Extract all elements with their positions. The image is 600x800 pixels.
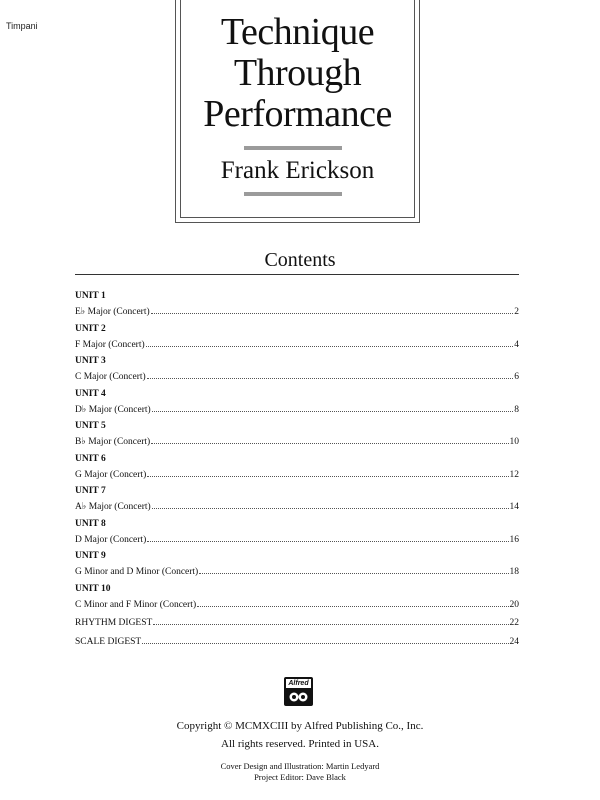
toc-entry-label: B♭ Major (Concert) — [75, 437, 151, 447]
toc-unit-heading: UNIT 4 — [75, 388, 106, 399]
table-of-contents — [75, 288, 519, 650]
toc-page-number: 20 — [509, 599, 519, 610]
toc-entry — [75, 434, 519, 451]
author-name: Frank Erickson — [220, 157, 375, 184]
toc-entry — [75, 467, 519, 484]
toc-entry — [75, 597, 519, 614]
book-title — [176, 12, 419, 135]
toc-entry-label: D Major (Concert) — [75, 534, 147, 545]
toc-entry-label: SCALE DIGEST — [75, 636, 142, 647]
toc-leader-dots — [146, 337, 514, 347]
alfred-logo-mark — [289, 691, 308, 703]
toc-leader-dots — [147, 532, 508, 542]
toc-entry — [75, 304, 519, 321]
toc-unit-heading: UNIT 1 — [75, 291, 106, 301]
toc-unit-heading: UNIT 10 — [75, 583, 111, 594]
toc-page-number: 10 — [509, 437, 519, 447]
toc-leader-dots — [147, 369, 514, 379]
toc-leader-dots — [197, 597, 508, 607]
toc-entry-label: A♭ Major (Concert) — [75, 502, 151, 512]
toc-page-number: 2 — [514, 307, 519, 317]
editor-credit: Project Editor: Dave Black — [254, 772, 346, 782]
toc-page-number: 18 — [509, 567, 519, 577]
alfred-logo-text: Alfred — [286, 679, 311, 688]
toc-unit-heading: UNIT 8 — [75, 518, 106, 529]
toc-entry-label: RHYTHM DIGEST — [75, 618, 153, 628]
toc-page-number: 22 — [509, 618, 519, 628]
toc-entry — [75, 615, 519, 632]
toc-entry-label: E♭ Major (Concert) — [75, 307, 150, 317]
toc-unit-heading: UNIT 7 — [75, 486, 106, 496]
toc-leader-dots — [151, 304, 514, 314]
contents-heading: Contents — [264, 249, 336, 271]
toc-unit-heading: UNIT 3 — [75, 356, 106, 366]
toc-entry — [75, 499, 519, 516]
toc-page-number: 24 — [509, 636, 519, 647]
toc-entry — [75, 369, 519, 386]
toc-entry-label: F Major (Concert) — [75, 339, 145, 350]
toc-entry-label: D♭ Major (Concert) — [75, 404, 151, 415]
toc-entry-label: G Major (Concert) — [75, 469, 147, 480]
toc-page-number: 12 — [509, 469, 519, 480]
toc-unit-heading: UNIT 6 — [75, 453, 106, 464]
title-divider-bottom — [244, 192, 342, 196]
title-line-2: Through — [233, 52, 362, 94]
toc-entry — [75, 564, 519, 581]
toc-entry-label: C Minor and F Minor (Concert) — [75, 599, 197, 610]
toc-entry — [75, 337, 519, 354]
toc-leader-dots — [142, 634, 508, 644]
toc-leader-dots — [147, 467, 508, 477]
toc-page-number: 14 — [509, 502, 519, 512]
toc-page-number: 6 — [514, 372, 519, 382]
toc-entry — [75, 634, 519, 651]
cover-credit: Cover Design and Illustration: Martin Ledyard — [220, 761, 380, 771]
toc-entry-label: G Minor and D Minor (Concert) — [75, 567, 199, 577]
toc-leader-dots — [199, 564, 508, 574]
toc-leader-dots — [153, 615, 508, 625]
toc-leader-dots — [152, 499, 509, 509]
copyright-notice: Copyright © MCMXCIII by Alfred Publishing Co., Inc. — [176, 720, 424, 732]
rights-notice: All rights reserved. Printed in USA. — [221, 738, 379, 750]
title-line-1: Technique — [220, 11, 375, 53]
toc-page-number: 4 — [514, 339, 519, 350]
toc-entry — [75, 402, 519, 419]
toc-entry-label: C Major (Concert) — [75, 372, 146, 382]
contents-rule — [75, 274, 519, 275]
toc-unit-heading: UNIT 2 — [75, 323, 106, 334]
toc-unit-heading: UNIT 5 — [75, 421, 106, 431]
title-line-3: Performance — [203, 93, 392, 135]
toc-unit-heading: UNIT 9 — [75, 551, 106, 561]
alfred-logo-icon — [284, 677, 313, 706]
title-divider-top — [244, 146, 342, 150]
toc-page-number: 8 — [514, 404, 519, 415]
instrument-name: Timpani — [6, 21, 38, 31]
toc-page-number: 16 — [509, 534, 519, 545]
title-frame — [175, 0, 420, 223]
toc-leader-dots — [152, 402, 514, 412]
toc-leader-dots — [151, 434, 508, 444]
toc-entry — [75, 532, 519, 549]
